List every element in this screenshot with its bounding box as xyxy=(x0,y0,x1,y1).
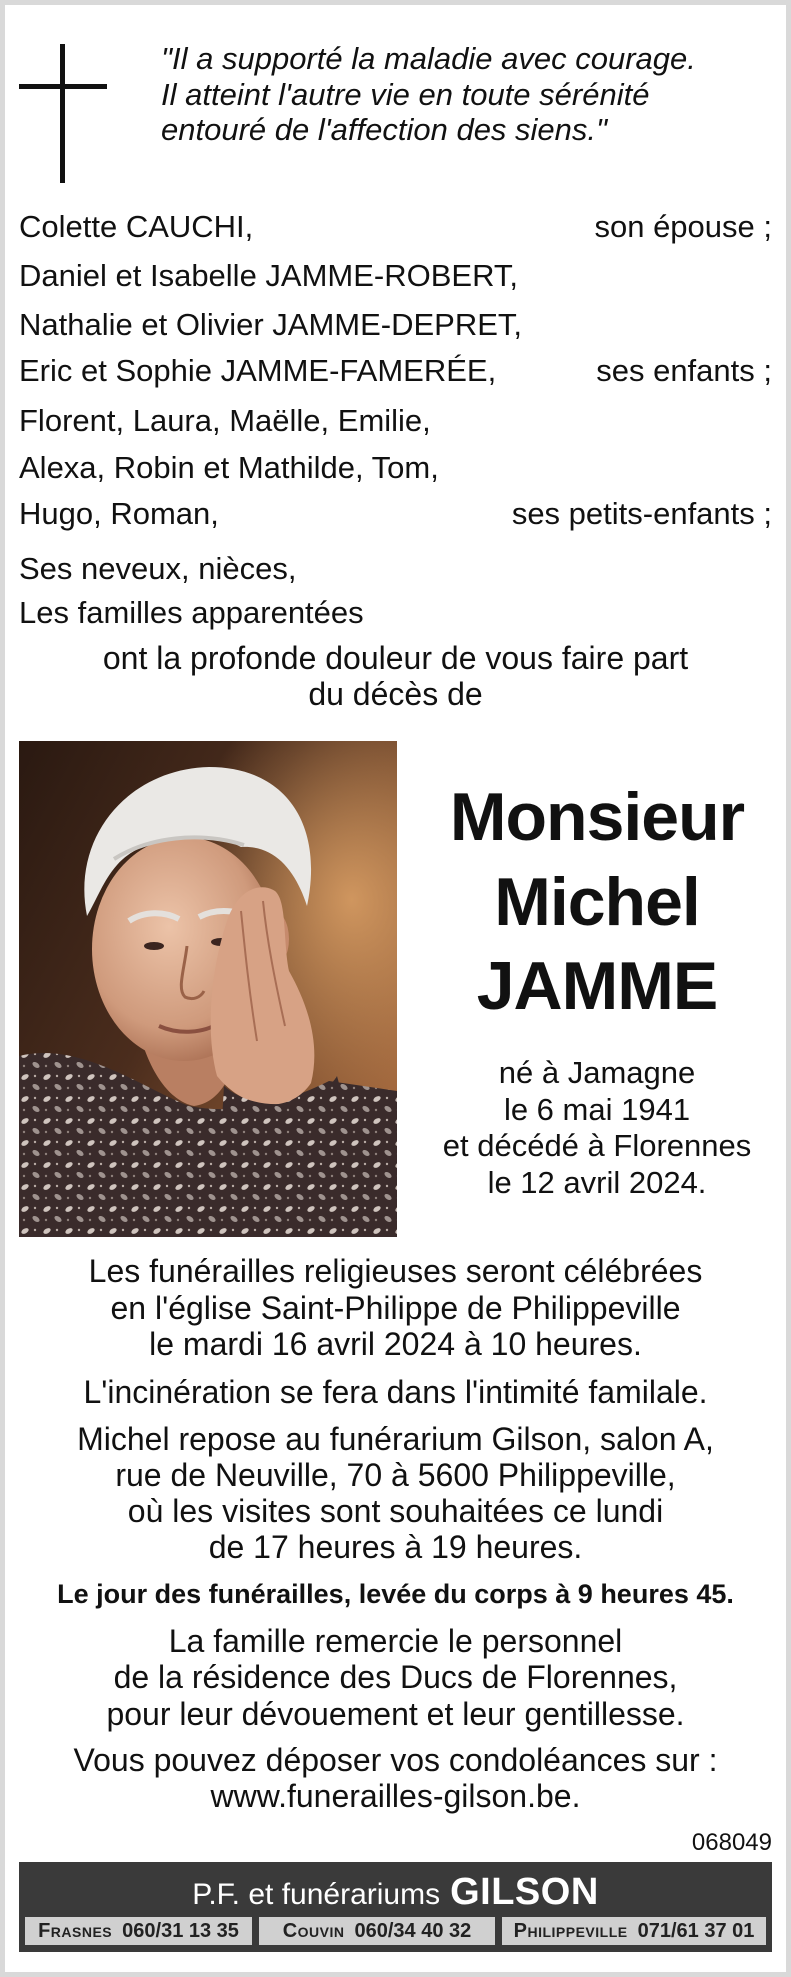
company-name: GILSON xyxy=(450,1871,599,1913)
spouse-relation: son épouse ; xyxy=(594,209,772,244)
grandchildren-names: Florent, Laura, Maëlle, Emilie, xyxy=(19,403,431,438)
announcement-line: du décès de xyxy=(308,676,483,712)
portrait-photo xyxy=(19,741,397,1237)
deceased-title: Monsieur xyxy=(449,779,745,855)
quote-line: entouré de l'affection des siens." xyxy=(161,112,608,147)
viewing-line: rue de Neuville, 70 à 5600 Philippeville, xyxy=(115,1457,676,1493)
other-relatives: Les familles apparentées xyxy=(19,595,364,630)
funeral-home-banner xyxy=(19,1862,772,1952)
cross-vertical-bar xyxy=(60,44,65,183)
portrait-illustration xyxy=(19,741,397,1237)
grandchildren-names: Alexa, Robin et Mathilde, Tom, xyxy=(19,450,439,485)
grandchildren-relation: ses petits-enfants ; xyxy=(511,496,772,531)
condolences-url: www.funerailles-gilson.be. xyxy=(210,1778,581,1814)
condolences-line: Vous pouvez déposer vos condoléances sur : xyxy=(73,1742,718,1778)
death-date: le 12 avril 2024. xyxy=(487,1165,707,1200)
company-prefix: P.F. et funérariums xyxy=(192,1878,441,1911)
death-place: et décédé à Florennes xyxy=(442,1128,752,1163)
ceremony-line: le mardi 16 avril 2024 à 10 heures. xyxy=(149,1326,642,1362)
viewing-line: Michel repose au funérarium Gilson, salon A, xyxy=(77,1421,714,1457)
ceremony-line: en l'église Saint-Philippe de Philippeville xyxy=(110,1290,681,1326)
funeral-home-title xyxy=(19,1869,772,1915)
children-relation: ses enfants ; xyxy=(596,353,772,388)
thanks-line: La famille remercie le personnel xyxy=(168,1623,623,1659)
child-name: Eric et Sophie JAMME-FAMERÉE, xyxy=(19,353,497,388)
quote-line: "Il a supporté la maladie avec courage. xyxy=(161,41,696,76)
child-name: Nathalie et Olivier JAMME-DEPRET, xyxy=(19,307,523,342)
viewing-line: où les visites sont souhaitées ce lundi xyxy=(127,1493,664,1529)
viewing-line: de 17 heures à 19 heures. xyxy=(208,1529,583,1565)
location-name: Philippeville xyxy=(513,1920,628,1942)
deceased-last-name: JAMME xyxy=(476,948,718,1024)
location-box-frasnes xyxy=(25,1917,252,1945)
reference-number: 068049 xyxy=(691,1829,772,1856)
location-phone: 060/34 40 32 xyxy=(354,1920,472,1942)
ceremony-line: Les funérailles religieuses seront célébrées xyxy=(88,1253,703,1289)
location-name: Frasnes xyxy=(38,1920,113,1942)
spouse-name: Colette CAUCHI, xyxy=(19,209,254,244)
grandchildren-names: Hugo, Roman, xyxy=(19,496,219,531)
other-relatives: Ses neveux, nièces, xyxy=(19,551,297,586)
cremation-line: L'incinération se fera dans l'intimité familale. xyxy=(83,1374,708,1410)
thanks-line: de la résidence des Ducs de Florennes, xyxy=(113,1659,678,1695)
cross-horizontal-bar xyxy=(19,84,107,89)
thanks-line: pour leur dévouement et leur gentillesse. xyxy=(106,1696,685,1732)
deceased-first-name: Michel xyxy=(494,864,700,940)
location-box-couvin xyxy=(259,1917,495,1945)
location-name: Couvin xyxy=(282,1920,345,1942)
quote-line: Il atteint l'autre vie en toute sérénité xyxy=(161,77,650,112)
location-box-philippeville xyxy=(502,1917,766,1945)
birth-place: né à Jamagne xyxy=(498,1055,696,1090)
birth-date: le 6 mai 1941 xyxy=(503,1092,691,1127)
announcement-line: ont la profonde douleur de vous faire part xyxy=(102,640,689,676)
location-phone: 071/61 37 01 xyxy=(637,1920,755,1942)
departure-line: Le jour des funérailles, levée du corps à 9 heures 45. xyxy=(57,1579,734,1609)
child-name: Daniel et Isabelle JAMME-ROBERT, xyxy=(19,258,519,293)
location-phone: 060/31 13 35 xyxy=(122,1920,239,1942)
